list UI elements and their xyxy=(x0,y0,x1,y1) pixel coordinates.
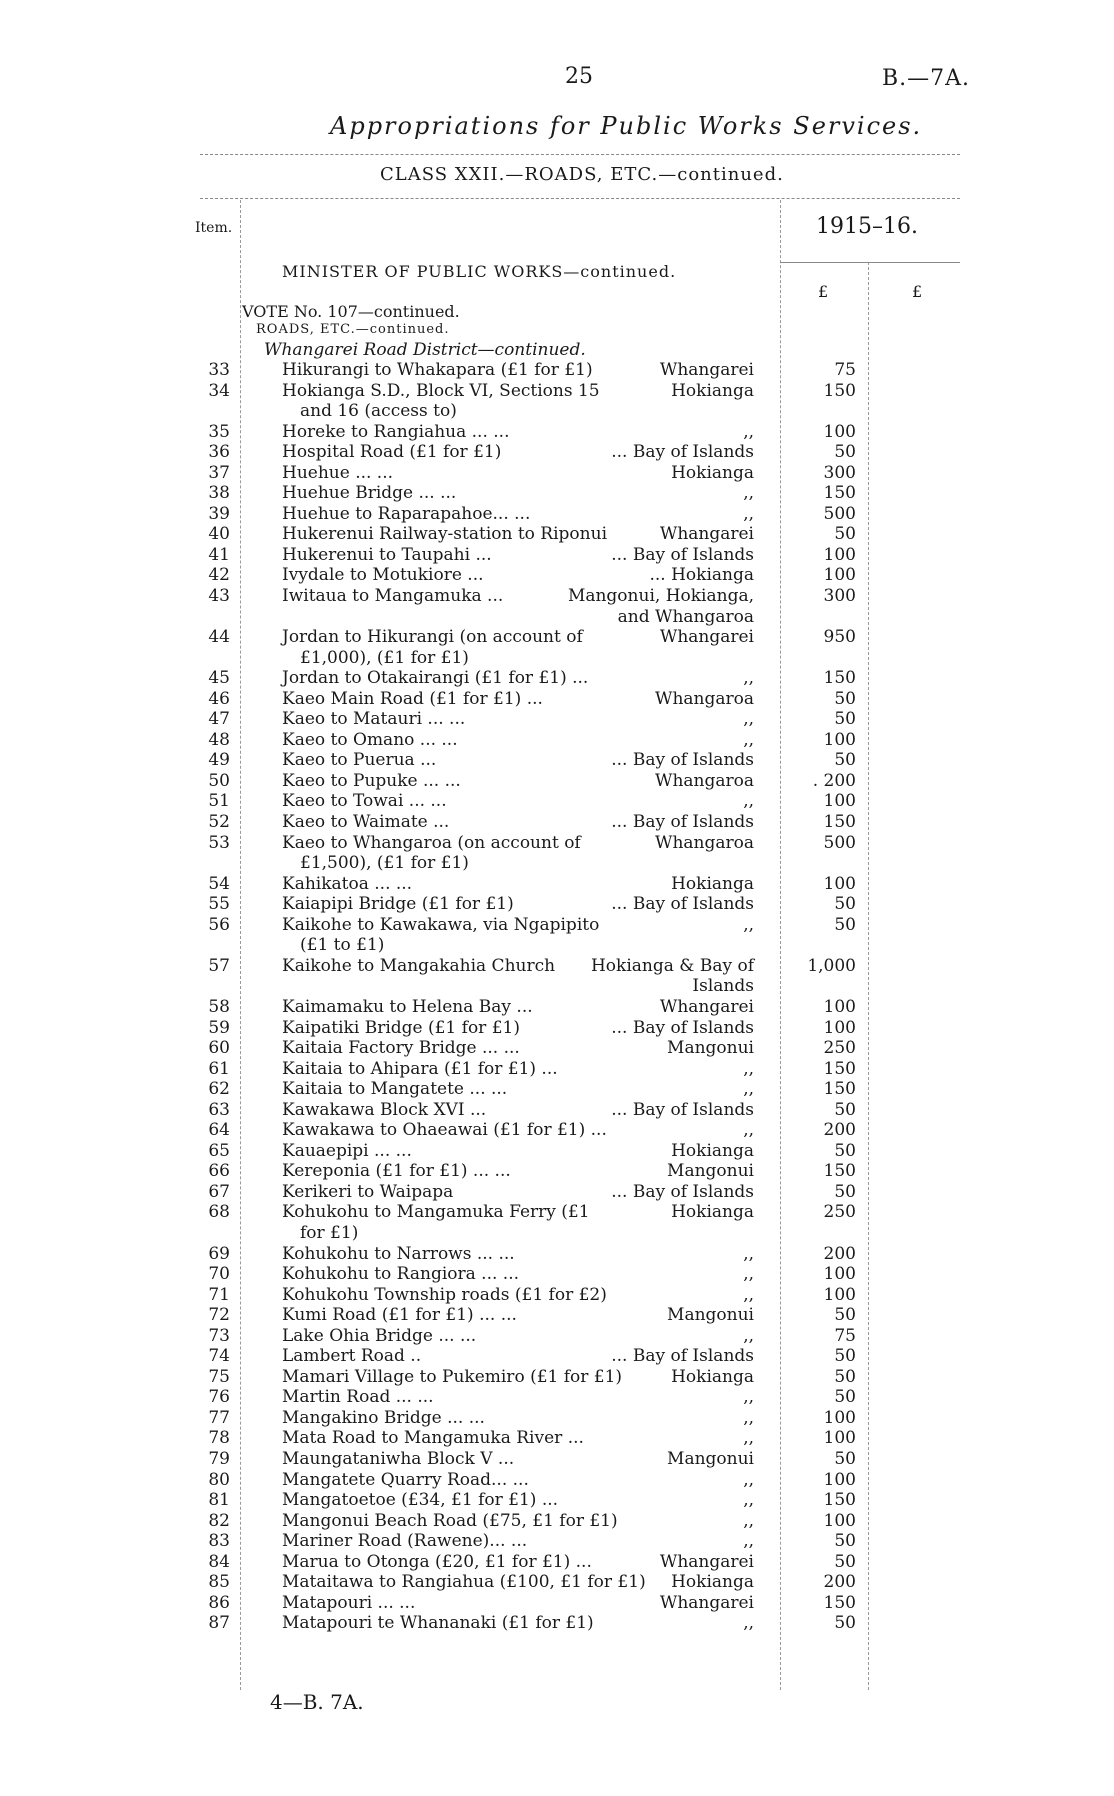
document-reference: B.—7A. xyxy=(882,66,971,91)
road-description: Lambert Road .. xyxy=(282,1346,422,1367)
road-description: Marua to Otonga (£20, £1 for £1) ... xyxy=(282,1551,592,1572)
district-name: ,, xyxy=(743,1490,754,1511)
district-subheading: Whangarei Road District—continued. xyxy=(264,340,586,360)
table-row xyxy=(0,1593,1114,1614)
item-number: 54 xyxy=(208,873,230,894)
item-number: 78 xyxy=(208,1428,230,1449)
district-name: ... Bay of Islands xyxy=(611,812,754,833)
road-description: Kaimamaku to Helena Bay ... xyxy=(282,996,533,1017)
table-row xyxy=(0,1079,1114,1100)
table-row xyxy=(0,1182,1114,1203)
road-description: Iwitaua to Mangamuka ... xyxy=(282,586,504,607)
road-description: Kumi Road (£1 for £1) ... ... xyxy=(282,1305,517,1326)
amount: 50 xyxy=(834,1181,856,1202)
table-row xyxy=(0,915,1114,956)
item-number: 48 xyxy=(208,729,230,750)
district-name: Whangarei xyxy=(659,1551,754,1572)
district-name: Hokianga & Bay of xyxy=(590,955,754,976)
road-description: Mangatoetoe (£34, £1 for £1) ... xyxy=(282,1490,559,1511)
amount: 150 xyxy=(823,483,856,504)
road-description: Kaitaia to Mangatete ... ... xyxy=(282,1079,508,1100)
road-description: Huehue Bridge ... ... xyxy=(282,483,457,504)
amount: 100 xyxy=(823,1264,856,1285)
table-row xyxy=(0,586,1114,627)
road-description: Kaeo to Pupuke ... ... xyxy=(282,770,461,791)
table-row xyxy=(0,1141,1114,1162)
district-name: Whangarei xyxy=(659,627,754,648)
road-description: Hokianga S.D., Block VI, Sections 15 xyxy=(282,380,600,401)
amount: 300 xyxy=(823,586,856,607)
table-row xyxy=(0,381,1114,422)
item-number: 46 xyxy=(208,688,230,709)
item-number: 58 xyxy=(208,996,230,1017)
divider xyxy=(200,198,960,199)
amount: 50 xyxy=(834,442,856,463)
road-description: Hikurangi to Whakapara (£1 for £1) xyxy=(282,360,593,380)
table-row xyxy=(0,524,1114,545)
amount: 50 xyxy=(834,1346,856,1367)
amount: 1,000 xyxy=(807,955,856,976)
road-description-cont: (£1 to £1) xyxy=(300,935,385,956)
amount: 75 xyxy=(834,1325,856,1346)
district-name: Mangonui xyxy=(667,1161,754,1182)
table-row xyxy=(0,1120,1114,1141)
table-row xyxy=(0,504,1114,525)
road-description: Kawakawa to Ohaeawai (£1 for £1) ... xyxy=(282,1120,607,1141)
class-heading: CLASS XXII.—ROADS, ETC.—continued. xyxy=(380,164,784,185)
footer-signature: 4—B. 7A. xyxy=(270,1690,364,1714)
road-description: Kauaepipi ... ... xyxy=(282,1140,412,1161)
table-row xyxy=(0,1202,1114,1243)
district-name: Hokianga xyxy=(671,1366,754,1387)
item-number: 36 xyxy=(208,442,230,463)
item-number: 74 xyxy=(208,1346,230,1367)
item-number: 87 xyxy=(208,1613,230,1634)
divider xyxy=(780,262,960,263)
amount: 100 xyxy=(823,791,856,812)
table-row xyxy=(0,1367,1114,1388)
district-name: ... Bay of Islands xyxy=(611,1017,754,1038)
district-name: ,, xyxy=(743,1264,754,1285)
road-description: Kahikatoa ... ... xyxy=(282,873,413,894)
district-name: ... Hokianga xyxy=(649,565,754,586)
item-number: 66 xyxy=(208,1161,230,1182)
amount: 150 xyxy=(823,1079,856,1100)
amount: 50 xyxy=(834,1099,856,1120)
amount: 100 xyxy=(823,729,856,750)
amount: 50 xyxy=(834,688,856,709)
road-description: Kaipatiki Bridge (£1 for £1) xyxy=(282,1017,520,1038)
item-number: 47 xyxy=(208,709,230,730)
road-description: Ivydale to Motukiore ... xyxy=(282,565,484,586)
district-name: ,, xyxy=(743,1407,754,1428)
item-number: 35 xyxy=(208,421,230,442)
road-description: Lake Ohia Bridge ... ... xyxy=(282,1325,477,1346)
item-number: 64 xyxy=(208,1120,230,1141)
table-row xyxy=(0,1613,1114,1634)
road-description: Kaeo to Whangaroa (on account of xyxy=(282,832,581,853)
amount: 200 xyxy=(823,1243,856,1264)
district-name-cont: and Whangaroa xyxy=(617,606,754,627)
item-number: 56 xyxy=(208,914,230,935)
item-number: 77 xyxy=(208,1407,230,1428)
district-name: ... Bay of Islands xyxy=(611,1346,754,1367)
district-name: ... Bay of Islands xyxy=(611,1181,754,1202)
district-name: ,, xyxy=(743,1428,754,1449)
road-description: Kaeo to Matauri ... ... xyxy=(282,709,466,730)
item-number: 73 xyxy=(208,1325,230,1346)
amount: 50 xyxy=(834,1387,856,1408)
amount: 250 xyxy=(823,1038,856,1059)
table-row xyxy=(0,463,1114,484)
amount: 150 xyxy=(823,1161,856,1182)
road-description: Kaikohe to Kawakawa, via Ngapipito xyxy=(282,914,600,935)
amount: 50 xyxy=(834,709,856,730)
amount: 100 xyxy=(823,544,856,565)
table-row xyxy=(0,1326,1114,1347)
item-number: 72 xyxy=(208,1305,230,1326)
amount: 75 xyxy=(834,360,856,380)
item-number: 85 xyxy=(208,1572,230,1593)
item-number: 84 xyxy=(208,1551,230,1572)
road-description: Jordan to Hikurangi (on account of xyxy=(282,627,583,648)
road-description: Kaitaia to Ahipara (£1 for £1) ... xyxy=(282,1058,558,1079)
item-number: 57 xyxy=(208,955,230,976)
item-number: 43 xyxy=(208,586,230,607)
road-description: Kohukohu to Rangiora ... ... xyxy=(282,1264,520,1285)
district-name: Hokianga xyxy=(671,1202,754,1223)
item-number: 44 xyxy=(208,627,230,648)
district-name: Mangonui xyxy=(667,1038,754,1059)
road-description: Hukerenui Railway-station to Riponui xyxy=(282,524,608,545)
amount: 100 xyxy=(823,1284,856,1305)
item-number: 80 xyxy=(208,1469,230,1490)
district-name: Whangaroa xyxy=(654,770,754,791)
amount: 50 xyxy=(834,1551,856,1572)
road-description: Mamari Village to Pukemiro (£1 for £1) xyxy=(282,1366,623,1387)
district-name: ,, xyxy=(743,1531,754,1552)
road-description: Hukerenui to Taupahi ... xyxy=(282,544,492,565)
district-name: ,, xyxy=(743,1079,754,1100)
page-number: 25 xyxy=(565,64,593,89)
amount: 50 xyxy=(834,1613,856,1634)
item-number: 37 xyxy=(208,462,230,483)
district-name: ,, xyxy=(743,1243,754,1264)
road-description: Kaeo to Omano ... ... xyxy=(282,729,458,750)
pound-header-2: £ xyxy=(912,282,923,301)
road-description: Horeke to Rangiahua ... ... xyxy=(282,421,510,442)
table-row xyxy=(0,1552,1114,1573)
district-name: ,, xyxy=(743,1058,754,1079)
road-description: Kaeo Main Road (£1 for £1) ... xyxy=(282,688,543,709)
item-number: 70 xyxy=(208,1264,230,1285)
amount: 50 xyxy=(834,914,856,935)
road-description: Kaeo to Waimate ... xyxy=(282,812,450,833)
item-number: 86 xyxy=(208,1592,230,1613)
table-row xyxy=(0,1264,1114,1285)
district-name: ,, xyxy=(743,914,754,935)
item-number: 81 xyxy=(208,1490,230,1511)
district-name: Mangonui xyxy=(667,1305,754,1326)
item-number: 83 xyxy=(208,1531,230,1552)
road-description: Maungataniwha Block V ... xyxy=(282,1448,515,1469)
amount: 100 xyxy=(823,1428,856,1449)
road-description: Martin Road ... ... xyxy=(282,1387,434,1408)
district-name: ,, xyxy=(743,729,754,750)
item-number: 33 xyxy=(208,360,230,380)
district-name: ... Bay of Islands xyxy=(611,750,754,771)
item-number: 67 xyxy=(208,1181,230,1202)
table-row xyxy=(0,1408,1114,1429)
road-description: Kereponia (£1 for £1) ... ... xyxy=(282,1161,511,1182)
district-name-cont: Islands xyxy=(692,976,754,997)
district-name: Mangonui, Hokianga, xyxy=(567,586,754,607)
district-name: ,, xyxy=(743,421,754,442)
district-name: Whangarei xyxy=(659,360,754,380)
table-row xyxy=(0,1470,1114,1491)
table-row xyxy=(0,771,1114,792)
item-number: 60 xyxy=(208,1038,230,1059)
amount: 150 xyxy=(823,1058,856,1079)
table-row xyxy=(0,545,1114,566)
road-description: Kerikeri to Waipapa xyxy=(282,1181,454,1202)
district-name: Mangonui xyxy=(667,1448,754,1469)
road-description: Matapouri ... ... xyxy=(282,1592,416,1613)
table-row xyxy=(0,1449,1114,1470)
table-row xyxy=(0,1100,1114,1121)
amount: 50 xyxy=(834,894,856,915)
road-description: Mangonui Beach Road (£75, £1 for £1) xyxy=(282,1510,618,1531)
road-description-cont: for £1) xyxy=(300,1222,359,1243)
appropriations-list xyxy=(0,360,1114,1634)
table-row xyxy=(0,689,1114,710)
road-description: Jordan to Otakairangi (£1 for £1) ... xyxy=(282,668,589,689)
table-row xyxy=(0,709,1114,730)
amount: 100 xyxy=(823,1510,856,1531)
item-number: 76 xyxy=(208,1387,230,1408)
road-description: Kaiapipi Bridge (£1 for £1) xyxy=(282,894,514,915)
district-name: Hokianga xyxy=(671,1572,754,1593)
district-name: ... Bay of Islands xyxy=(611,442,754,463)
table-row xyxy=(0,1387,1114,1408)
district-name: ,, xyxy=(743,709,754,730)
roads-subheading: ROADS, ETC.—continued. xyxy=(256,322,450,337)
road-description: Kawakawa Block XVI ... xyxy=(282,1099,487,1120)
item-number: 65 xyxy=(208,1140,230,1161)
road-description: Kaeo to Puerua ... xyxy=(282,750,437,771)
road-description: Mangakino Bridge ... ... xyxy=(282,1407,485,1428)
year-header: 1915–16. xyxy=(816,214,918,239)
district-name: Whangarei xyxy=(659,524,754,545)
table-row xyxy=(0,997,1114,1018)
road-description: Huehue to Raparapahoe... ... xyxy=(282,503,531,524)
item-number: 49 xyxy=(208,750,230,771)
road-description: Mariner Road (Rawene)... ... xyxy=(282,1531,528,1552)
page-title: Appropriations for Public Works Services. xyxy=(330,112,923,140)
amount: 150 xyxy=(823,812,856,833)
item-number: 68 xyxy=(208,1202,230,1223)
amount: 50 xyxy=(834,1305,856,1326)
vote-heading: VOTE No. 107—continued. xyxy=(242,302,460,321)
table-row xyxy=(0,1572,1114,1593)
table-row xyxy=(0,1285,1114,1306)
table-row xyxy=(0,730,1114,751)
item-number: 59 xyxy=(208,1017,230,1038)
district-name: Hokianga xyxy=(671,462,754,483)
table-row xyxy=(0,1018,1114,1039)
district-name: Whangarei xyxy=(659,996,754,1017)
item-number: 79 xyxy=(208,1448,230,1469)
district-name: Hokianga xyxy=(671,1140,754,1161)
road-description: Kohukohu to Narrows ... ... xyxy=(282,1243,515,1264)
item-number: 50 xyxy=(208,770,230,791)
item-number: 39 xyxy=(208,503,230,524)
minister-heading: MINISTER OF PUBLIC WORKS—continued. xyxy=(282,262,677,281)
item-number: 69 xyxy=(208,1243,230,1264)
amount: 200 xyxy=(823,1120,856,1141)
district-name: ,, xyxy=(743,1325,754,1346)
amount: 100 xyxy=(823,421,856,442)
item-number: 40 xyxy=(208,524,230,545)
amount: 100 xyxy=(823,996,856,1017)
item-number: 52 xyxy=(208,812,230,833)
district-name: ,, xyxy=(743,1469,754,1490)
table-row xyxy=(0,791,1114,812)
item-number: 55 xyxy=(208,894,230,915)
pound-header-1: £ xyxy=(818,282,829,301)
road-description: Kaeo to Towai ... ... xyxy=(282,791,447,812)
district-name: ,, xyxy=(743,1510,754,1531)
item-number: 45 xyxy=(208,668,230,689)
amount: 50 xyxy=(834,1531,856,1552)
district-name: Whangarei xyxy=(659,1592,754,1613)
table-row xyxy=(0,360,1114,381)
table-row xyxy=(0,812,1114,833)
table-row xyxy=(0,894,1114,915)
amount: 150 xyxy=(823,1490,856,1511)
divider xyxy=(200,154,960,155)
item-column-header: Item. xyxy=(195,220,233,236)
amount: 50 xyxy=(834,750,856,771)
table-row xyxy=(0,483,1114,504)
district-name: ,, xyxy=(743,1284,754,1305)
amount: 150 xyxy=(823,1592,856,1613)
district-name: Hokianga xyxy=(671,873,754,894)
item-number: 41 xyxy=(208,544,230,565)
item-number: 51 xyxy=(208,791,230,812)
district-name: Whangaroa xyxy=(654,688,754,709)
amount: 150 xyxy=(823,380,856,401)
table-row xyxy=(0,750,1114,771)
road-description: Huehue ... ... xyxy=(282,462,394,483)
road-description: Kaikohe to Mangakahia Church xyxy=(282,955,556,976)
amount: 200 xyxy=(823,1572,856,1593)
table-row xyxy=(0,956,1114,997)
district-name: ,, xyxy=(743,1120,754,1141)
table-row xyxy=(0,833,1114,874)
amount: 100 xyxy=(823,1407,856,1428)
table-row xyxy=(0,1490,1114,1511)
item-number: 71 xyxy=(208,1284,230,1305)
district-name: ,, xyxy=(743,1613,754,1634)
table-row xyxy=(0,1038,1114,1059)
district-name: Whangaroa xyxy=(654,832,754,853)
road-description: Mataitawa to Rangiahua (£100, £1 for £1) xyxy=(282,1572,646,1593)
table-row xyxy=(0,1161,1114,1182)
amount: 50 xyxy=(834,1448,856,1469)
item-number: 53 xyxy=(208,832,230,853)
table-row xyxy=(0,1511,1114,1532)
table-row xyxy=(0,422,1114,443)
item-number: 38 xyxy=(208,483,230,504)
district-name: ,, xyxy=(743,483,754,504)
district-name: Hokianga xyxy=(671,380,754,401)
road-description-cont: and 16 (access to) xyxy=(300,401,457,422)
amount: 150 xyxy=(823,668,856,689)
table-row xyxy=(0,1346,1114,1367)
amount: 100 xyxy=(823,1469,856,1490)
table-row xyxy=(0,627,1114,668)
table-row xyxy=(0,442,1114,463)
table-row xyxy=(0,1244,1114,1265)
item-number: 62 xyxy=(208,1079,230,1100)
district-name: ,, xyxy=(743,1387,754,1408)
road-description: Kaitaia Factory Bridge ... ... xyxy=(282,1038,520,1059)
district-name: ... Bay of Islands xyxy=(611,894,754,915)
amount: 50 xyxy=(834,1140,856,1161)
amount: 250 xyxy=(823,1202,856,1223)
amount: 500 xyxy=(823,503,856,524)
amount: 50 xyxy=(834,524,856,545)
item-number: 34 xyxy=(208,380,230,401)
district-name: ,, xyxy=(743,668,754,689)
table-row xyxy=(0,1305,1114,1326)
amount: 100 xyxy=(823,1017,856,1038)
table-row xyxy=(0,874,1114,895)
road-description: Mangatete Quarry Road... ... xyxy=(282,1469,529,1490)
table-row xyxy=(0,565,1114,586)
item-number: 61 xyxy=(208,1058,230,1079)
item-number: 75 xyxy=(208,1366,230,1387)
amount: 500 xyxy=(823,832,856,853)
table-row xyxy=(0,668,1114,689)
road-description: Mata Road to Mangamuka River ... xyxy=(282,1428,584,1449)
road-description: Kohukohu to Mangamuka Ferry (£1 xyxy=(282,1202,590,1223)
amount: 300 xyxy=(823,462,856,483)
amount: . 200 xyxy=(812,770,856,791)
item-number: 42 xyxy=(208,565,230,586)
amount: 100 xyxy=(823,565,856,586)
road-description: Matapouri te Whananaki (£1 for £1) xyxy=(282,1613,594,1634)
amount: 50 xyxy=(834,1366,856,1387)
table-row xyxy=(0,1531,1114,1552)
item-number: 63 xyxy=(208,1099,230,1120)
table-row xyxy=(0,1428,1114,1449)
item-number: 82 xyxy=(208,1510,230,1531)
amount: 100 xyxy=(823,873,856,894)
amount: 950 xyxy=(823,627,856,648)
district-name: ,, xyxy=(743,791,754,812)
district-name: ... Bay of Islands xyxy=(611,544,754,565)
road-description-cont: £1,500), (£1 for £1) xyxy=(300,853,469,874)
table-row xyxy=(0,1059,1114,1080)
road-description: Hospital Road (£1 for £1) xyxy=(282,442,502,463)
district-name: ,, xyxy=(743,503,754,524)
road-description-cont: £1,000), (£1 for £1) xyxy=(300,647,469,668)
road-description: Kohukohu Township roads (£1 for £2) xyxy=(282,1284,607,1305)
district-name: ... Bay of Islands xyxy=(611,1099,754,1120)
